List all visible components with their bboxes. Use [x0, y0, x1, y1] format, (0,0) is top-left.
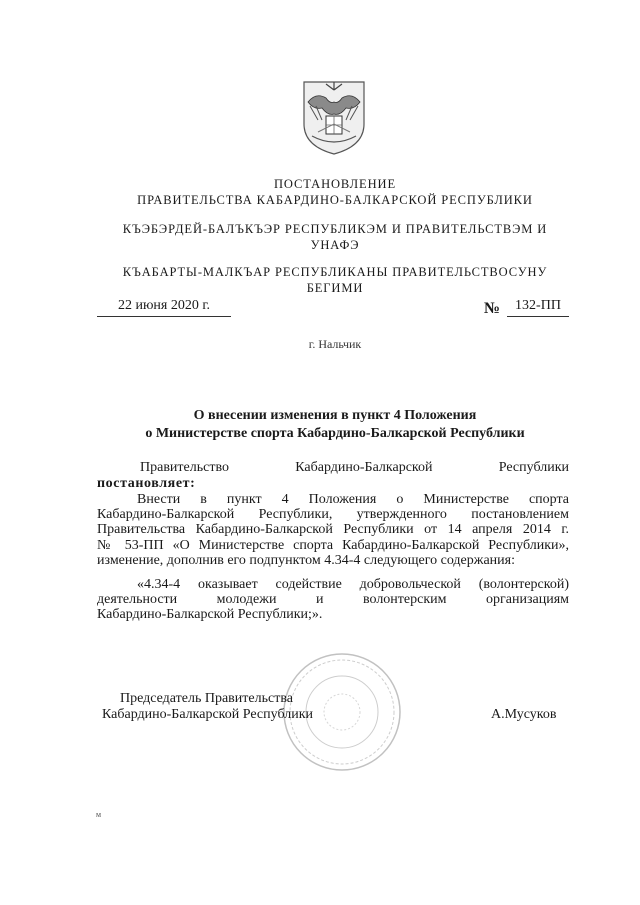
body-line: Внести в пункт 4 Положения о Министерстве спорта	[137, 492, 569, 507]
document-title-line2: о Министерстве спорта Кабардино-Балкарской Республики	[145, 426, 525, 441]
body-line: Правительство Кабардино-Балкарской Республики	[140, 460, 569, 475]
issuer-balkar-line2: БЕГИМИ	[306, 281, 364, 295]
issuer-russian: ПРАВИТЕЛЬСТВА КАБАРДИНО-БАЛКАРСКОЙ РЕСПУБЛИКИ	[137, 193, 533, 207]
document-type: ПОСТАНОВЛЕНИЕ	[273, 177, 396, 191]
body-line: постановляет:	[97, 476, 196, 491]
signatory-name: А.Мусуков	[491, 707, 557, 722]
issuer-balkar-line1: КЪАБАРТЫ-МАЛКЪАР РЕСПУБЛИКАНЫ ПРАВИТЕЛЬСТВОСУНУ	[122, 265, 548, 279]
document-title-line1: О внесении изменения в пункт 4 Положения	[193, 408, 477, 423]
signatory-position-line2: Кабардино-Балкарской Республики	[102, 707, 313, 722]
issuer-kabardian-line1: КЪЭБЭРДЕЙ-БАЛЪКЪЭР РЕСПУБЛИКЭМ И ПРАВИТЕЛЬСТВЭМ И	[122, 222, 548, 236]
issuer-kabardian-line2: УНАФЭ	[310, 238, 360, 252]
body-line: Кабардино-Балкарской Республики;».	[97, 607, 323, 622]
city: г. Нальчик	[308, 337, 362, 351]
body-line: № 53-ПП «О Министерстве спорта Кабардино-Балкарской Республики»,	[97, 538, 569, 553]
coat-of-arms-emblem	[296, 76, 372, 156]
number-label: №	[484, 300, 501, 317]
body-line: деятельности молодежи и волонтерским организациям	[97, 592, 569, 607]
body-line: Правительства Кабардино-Балкарской Республики от 14 апреля 2014 г.	[97, 522, 569, 537]
body-line: Кабардино-Балкарской Республики, утвержденного постановлением	[97, 507, 569, 522]
body-line: «4.34-4 оказывает содействие добровольческой (волонтерской)	[137, 577, 569, 592]
signatory-position-line1: Председатель Правительства	[120, 691, 293, 706]
body-line: изменение, дополнив его подпунктом 4.34-4 следующего содержания:	[97, 553, 515, 568]
document-number: 132-ПП	[507, 298, 569, 317]
document-date: 22 июня 2020 г.	[97, 298, 231, 317]
footer-mark: м	[96, 810, 102, 819]
